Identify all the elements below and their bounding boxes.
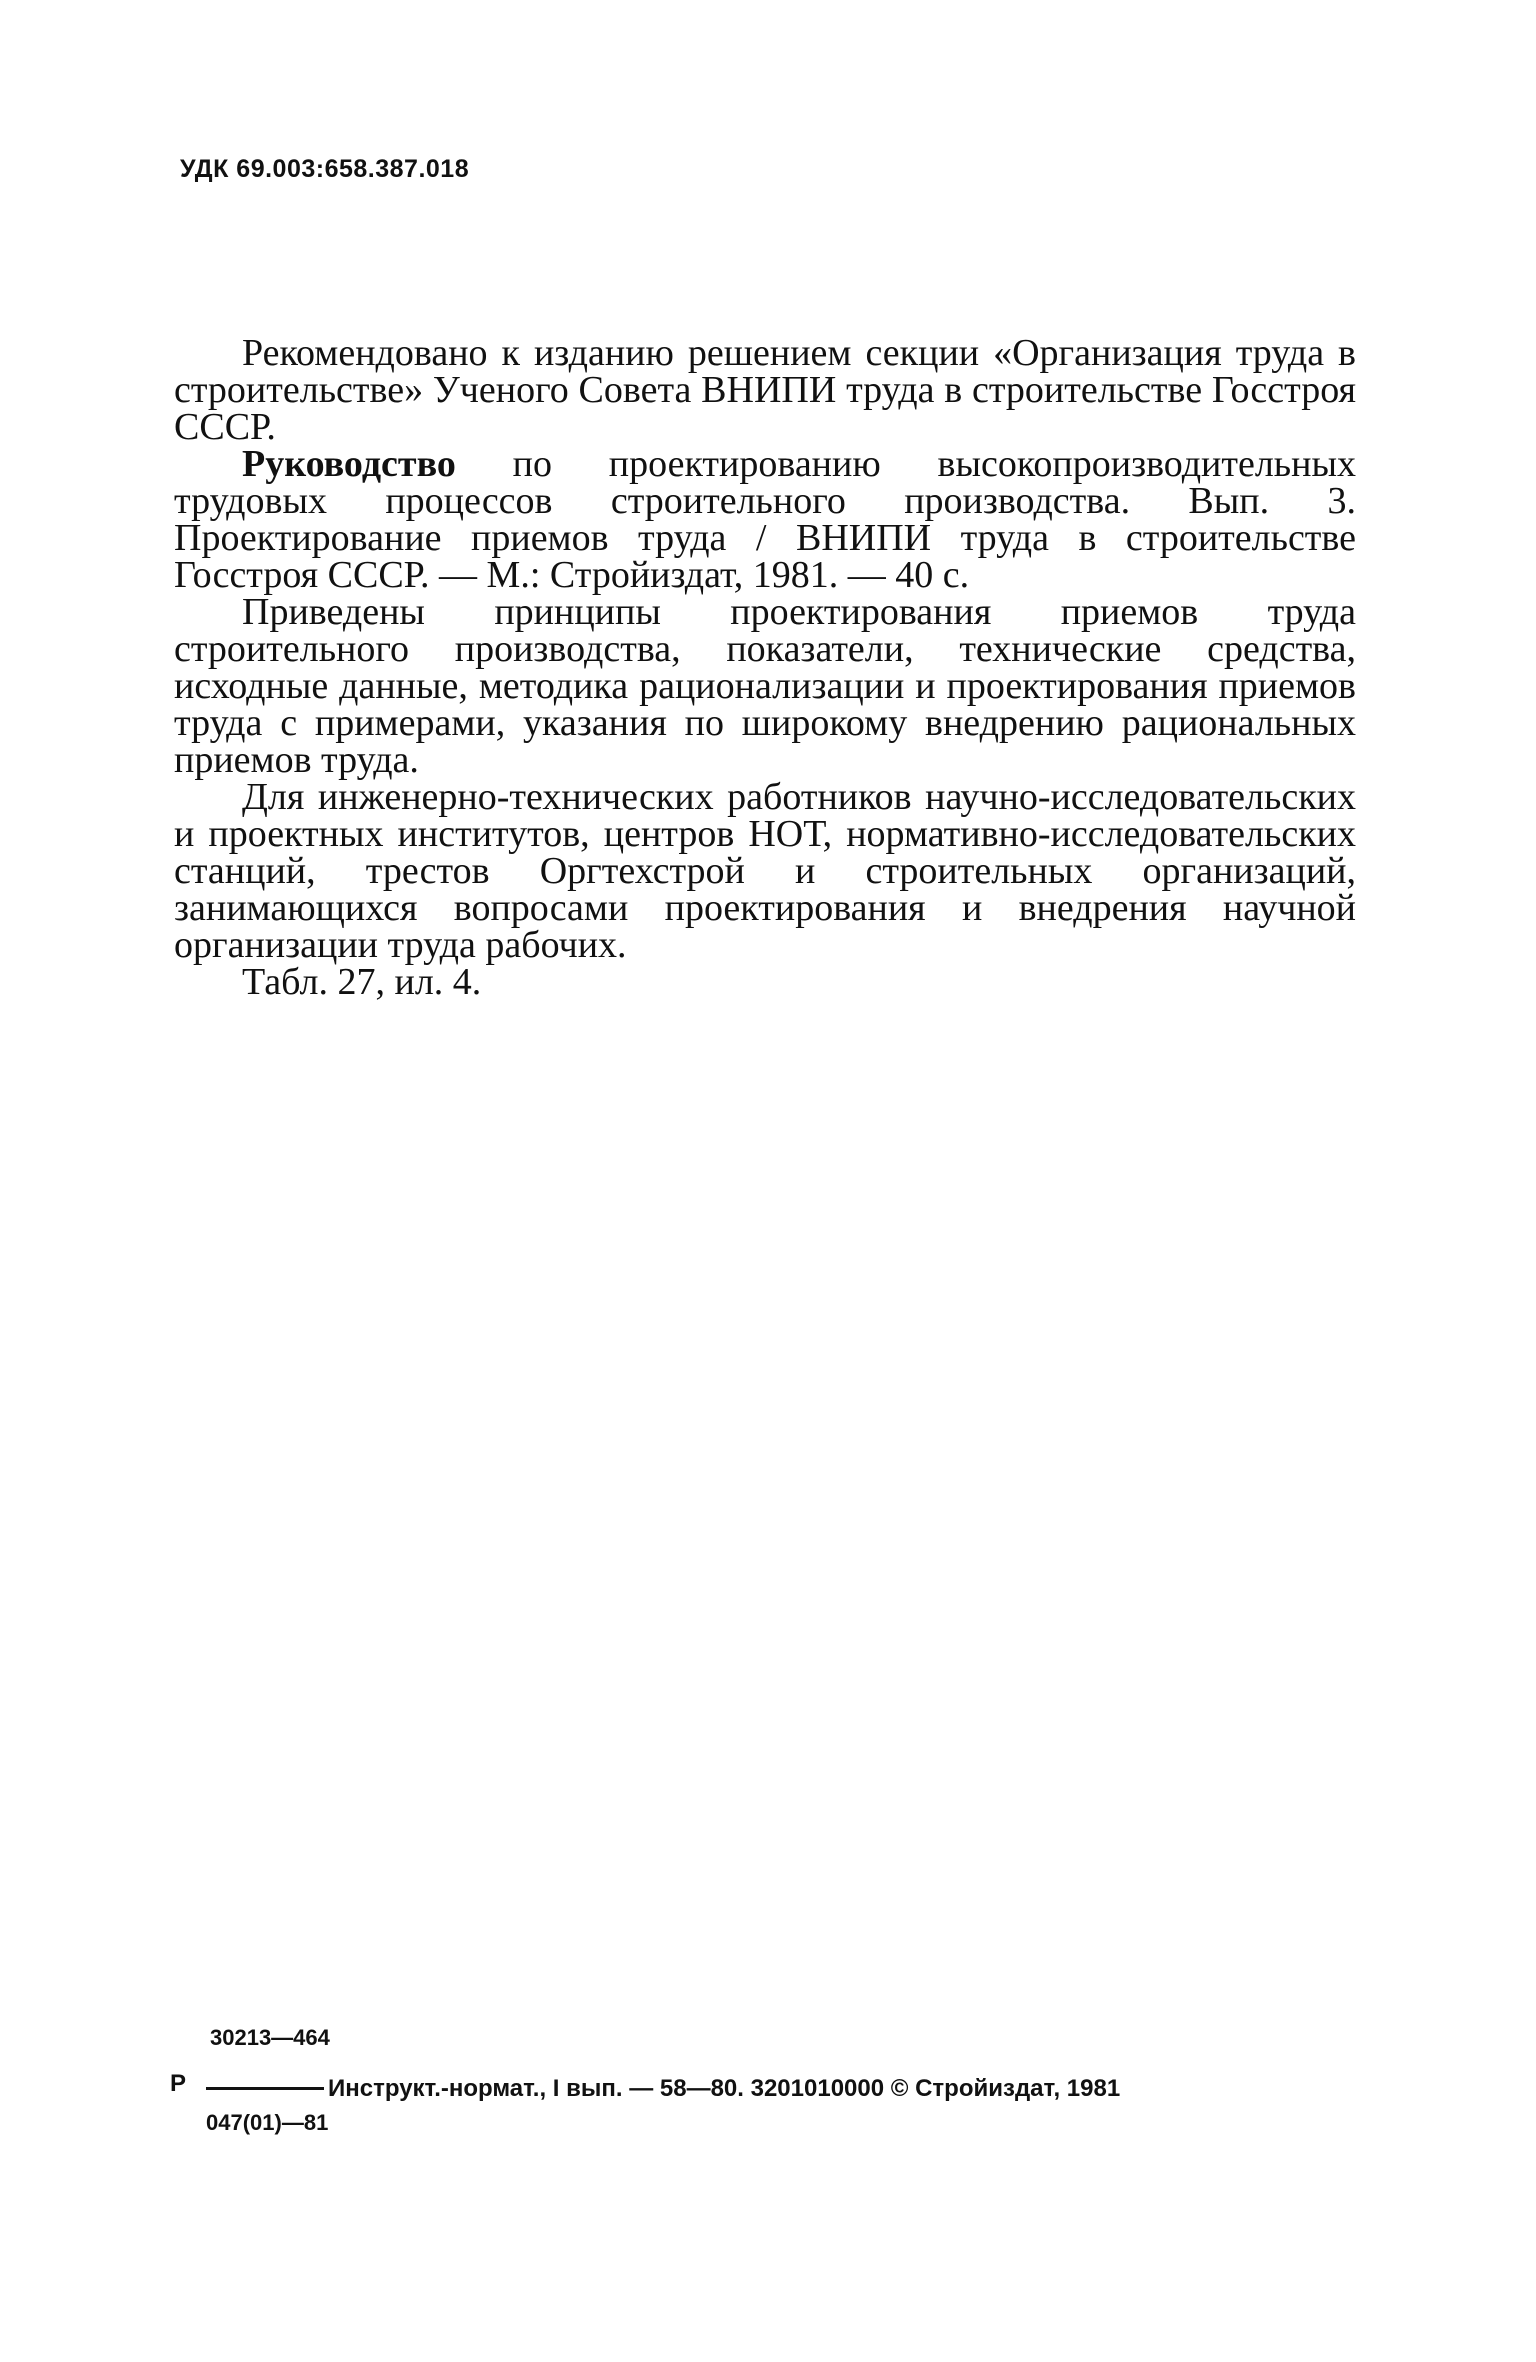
abstract-block: [174, 332, 1356, 1003]
fraction-line: [206, 2087, 324, 2090]
audience-paragraph: Для инженерно-технических работников научно-исследовательских и проектных институтов, центров НОТ, нормативно-исследовательских станций, трестов Оргтехстрой и строительных организаций, занимающихся вопросами проектирования и внедрения научной организации труда рабочих.: [174, 776, 1356, 966]
summary-paragraph: Приведены принципы проектирования приемов труда строительного производства, показатели, технические средства, исходные данные, методика рационализации и проектирования приемов труда с примерами, указания по широкому внедрению рациональных приемов труда.: [174, 591, 1356, 781]
tables-figures-line: Табл. 27, ил. 4.: [242, 961, 482, 1003]
recommendation-paragraph: Рекомендовано к изданию решением секции «Организация труда в строительстве» Ученого Совета ВНИПИ труда в строительстве Госстроя СССР.: [174, 332, 1356, 448]
citation-text: по проектированию высокопроизводительных трудовых процессов строительного производства. Вып. 3. Проектирование приемов труда / ВНИПИ труда в строительстве Госстроя СССР. — М.: Стройиздат, 1981. — 40 с.: [174, 443, 1356, 596]
udk-code: УДК 69.003:658.387.018: [180, 155, 470, 183]
imprint-numerator: 30213—464: [210, 2025, 330, 2050]
citation-paragraph: [174, 443, 1356, 596]
imprint-details: Инструкт.-нормат., I вып. — 58—80. 3201010000 © Стройиздат, 1981: [328, 2075, 1121, 2102]
imprint-block: [170, 2015, 1360, 2165]
imprint-letter: Р: [170, 2070, 187, 2097]
citation-title-word: Руководство: [242, 443, 456, 485]
imprint-denominator: 047(01)—81: [206, 2110, 329, 2135]
